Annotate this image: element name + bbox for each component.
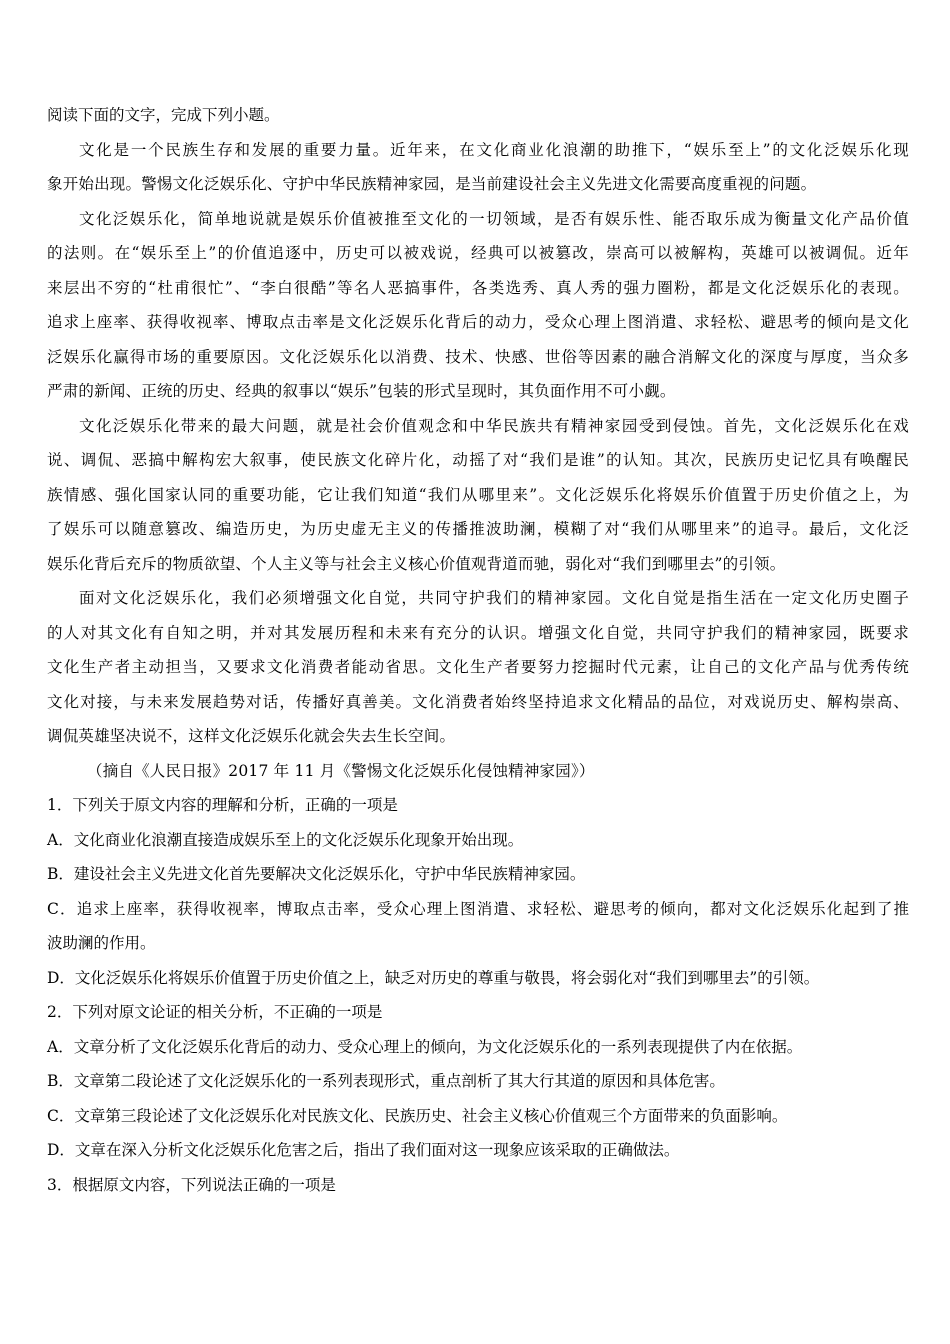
paragraph-line: 族情感、强化国家认同的重要功能，它让我们知道“我们从哪里来”。文化泛娱乐化将娱乐价值置于历史价值之上，为 [47,485,909,504]
paragraph-line: 的法则。在“娱乐至上”的价值追逐中，历史可以被戏说，经典可以被篡改，崇高可以被解构，英雄可以被调侃。近年 [47,244,909,262]
paragraph-line: 面对文化泛娱乐化，我们必须增强文化自觉，共同守护我们的精神家园。文化自觉是指生活在一定文化历史圈子 [79,589,909,607]
paragraph-line: 说、调侃、恶搞中解构宏大叙事，使民族文化碎片化，动摇了对“我们是谁”的认知。其次，民族历史记忆具有唤醒民 [47,451,909,469]
paragraph-line: 文化对接，与未来发展趋势对话，传播好真善美。文化消费者始终坚持追求文化精品的品位，对戏说历史、解构崇高、 [47,692,909,711]
question-stem: 3．根据原文内容，下列说法正确的一项是 [47,1175,336,1194]
option-a: A．文章分析了文化泛娱乐化背后的动力、受众心理上的倾向，为文化泛娱乐化的一系列表现提供了内在依据。 [47,1037,803,1056]
article [47,133,909,789]
option-c-continued: 波助澜的作用。 [47,934,156,952]
question-3 [47,1168,909,1203]
option-d: D．文章在深入分析文化泛娱乐化危害之后，指出了我们面对这一现象应该采取的正确做法。 [47,1141,680,1159]
question-stem: 1．下列关于原文内容的理解和分析，正确的一项是 [47,796,398,814]
paragraph-line: 文化泛娱乐化，简单地说就是娱乐价值被推至文化的一切领域，是否有娱乐性、能否取乐成为衡量文化产品价值 [79,209,909,228]
paragraph-line: 象开始出现。警惕文化泛娱乐化、守护中华民族精神家园，是当前建设社会主义先进文化需要高度重视的问题。 [47,175,817,193]
paragraph-line: 文化生产者主动担当，又要求文化消费者能动省思。文化生产者要努力挖掘时代元素，让自己的文化产品与优秀传统 [47,658,909,676]
option-d: D．文化泛娱乐化将娱乐价值置于历史价值之上，缺乏对历史的尊重与敬畏，将会弱化对“我们到哪里去”的引领。 [47,968,820,987]
option-c: C．追求上座率，获得收视率，博取点击率，受众心理上图消遣、求轻松、避思考的倾向，都对文化泛娱乐化起到了推 [47,899,909,918]
paragraph-line: 调侃英雄坚决说不，这样文化泛娱乐化就会失去生长空间。 [47,727,456,745]
option-b: B．建设社会主义先进文化首先要解决文化泛娱乐化，守护中华民族精神家园。 [47,865,586,883]
article-source: （摘自《人民日报》2017 年 11 月《警惕文化泛娱乐化侵蚀精神家园》） [87,761,595,780]
article-paragraph [47,202,909,409]
paragraph-line: 的人对其文化有自知之明，并对其发展历程和未来有充分的认识。增强文化自觉，共同守护我们的精神家园，既要求 [47,623,909,642]
paragraph-line: 严肃的新闻、正统的历史、经典的叙事以“娱乐”包装的形式呈现时，其负面作用不可小觑。 [47,382,676,400]
question-stem: 2．下列对原文论证的相关分析，不正确的一项是 [47,1003,383,1021]
article-paragraph [47,409,909,582]
option-b: B．文章第二段论述了文化泛娱乐化的一系列表现形式，重点剖析了其大行其道的原因和具体危害。 [47,1072,725,1090]
question-2 [47,995,909,1168]
paragraph-line: 了娱乐可以随意篡改、编造历史，为历史虚无主义的传播推波助澜，模糊了对“我们从哪里来”的追寻。最后，文化泛 [47,520,909,538]
article-paragraph [47,581,909,754]
paragraph-line: 文化泛娱乐化带来的最大问题，就是社会价值观念和中华民族共有精神家园受到侵蚀。首先，文化泛娱乐化在戏 [79,416,909,435]
question-1 [47,788,909,995]
document-page [47,98,909,1202]
instruction: 阅读下面的文字，完成下列小题。 [47,106,280,124]
option-c: C．文章第三段论述了文化泛娱乐化对民族文化、民族历史、社会主义核心价值观三个方面带来的负面影响。 [47,1106,788,1125]
paragraph-line: 娱乐化背后充斥的物质欲望、个人主义等与社会主义核心价值观背道而驰，弱化对“我们到哪里去”的引领。 [47,554,786,573]
article-paragraph [47,133,909,202]
paragraph-line: 文化是一个民族生存和发展的重要力量。近年来，在文化商业化浪潮的助推下，“娱乐至上”的文化泛娱乐化现 [79,140,909,159]
paragraph-line: 追求上座率、获得收视率、博取点击率是文化泛娱乐化背后的动力，受众心理上图消遣、求轻松、避思考的倾向是文化 [47,313,909,331]
paragraph-line: 泛娱乐化赢得市场的重要原因。文化泛娱乐化以消费、技术、快感、世俗等因素的融合消解文化的深度与厚度，当众多 [47,347,909,366]
paragraph-line: 来层出不穷的“杜甫很忙”、“李白很酷”等名人恶搞事件，各类选秀、真人秀的强力圈粉，都是文化泛娱乐化的表现。 [47,278,909,297]
option-a: A．文化商业化浪潮直接造成娱乐至上的文化泛娱乐化现象开始出现。 [47,830,524,849]
